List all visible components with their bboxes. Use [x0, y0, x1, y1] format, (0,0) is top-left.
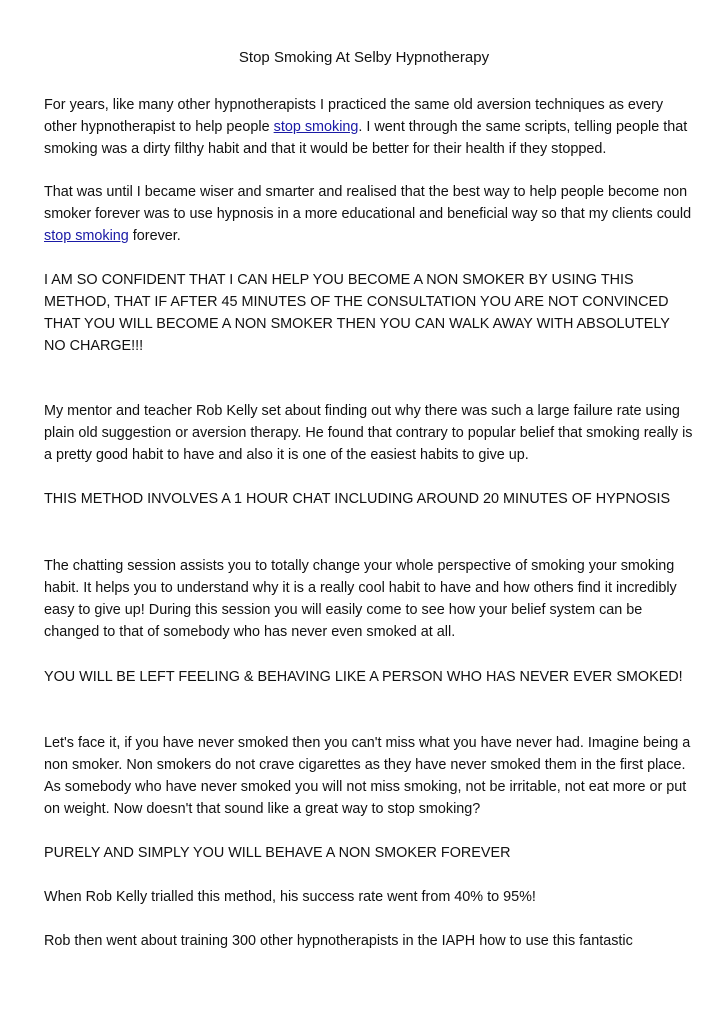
stop-smoking-link-1[interactable]: stop smoking	[273, 119, 359, 135]
paragraph-non-smoker: Let's face it, if you have never smoked then you can't miss what you have never had. Imagine being a non smoker. Non smokers do not crave cigarettes as they have never smoked them in the first place. As somebody who have never smoked you will not miss smoking, not be irritable, not eat more or put on weight. Now doesn't that sound like a great way to stop smoking?	[44, 735, 691, 817]
paragraph-mentor: My mentor and teacher Rob Kelly set about finding out why there was such a large failure rate using plain old suggestion or aversion therapy. He found that contrary to popular belief that smoking really is a pretty good habit to have and also it is one of the easiest habits to give up.	[44, 403, 693, 463]
page-title: Stop Smoking At Selby Hypnotherapy	[238, 49, 490, 66]
paragraph-1-text-a: For years, like many other hypnotherapists I practiced the same old aversion techniques as every other hypnotherapist to help people	[44, 97, 664, 135]
paragraph-training: Rob then went about training 300 other hypnotherapists in the IAPH how to use this fantastic	[44, 933, 633, 949]
paragraph-method: THIS METHOD INVOLVES A 1 HOUR CHAT INCLUDING AROUND 20 MINUTES OF HYPNOSIS	[44, 491, 671, 507]
paragraph-2	[44, 181, 694, 247]
paragraph-2-text-b: forever.	[128, 228, 181, 244]
stop-smoking-link-2[interactable]: stop smoking	[44, 228, 129, 244]
paragraph-behave: PURELY AND SIMPLY YOU WILL BEHAVE A NON SMOKER FOREVER	[44, 845, 511, 861]
paragraph-chat-session: The chatting session assists you to totally change your whole perspective of smoking your smoking habit. It helps you to understand why it is a really cool habit to have and how others find it incredibly easy to give up! During this session you will easily come to see how your belief system can be changed to that of somebody who has never even smoked at all.	[44, 558, 677, 640]
paragraph-2-text-a: That was until I became wiser and smarter and realised that the best way to help people become non smoker forever was to use hypnosis in a more educational and beneficial way so that my clients could	[44, 184, 692, 222]
paragraph-feeling: YOU WILL BE LEFT FEELING & BEHAVING LIKE A PERSON WHO HAS NEVER EVER SMOKED!	[44, 669, 683, 685]
paragraph-1-text-b: . I went through the same scripts, telling people that smoking was a dirty filthy habit and that it would be better for their health if they stopped.	[44, 119, 688, 157]
paragraph-1	[44, 94, 694, 160]
paragraph-guarantee: I AM SO CONFIDENT THAT I CAN HELP YOU BECOME A NON SMOKER BY USING THIS METHOD, THAT IF AFTER 45 MINUTES OF THE CONSULTATION YOU ARE NOT CONVINCED THAT YOU WILL BECOME A NON SMOKER THEN YOU CAN WALK AWAY WITH ABSOLUTELY NO CHARGE!!!	[44, 272, 670, 354]
paragraph-success-rate: When Rob Kelly trialled this method, his success rate went from 40% to 95%!	[44, 889, 536, 905]
